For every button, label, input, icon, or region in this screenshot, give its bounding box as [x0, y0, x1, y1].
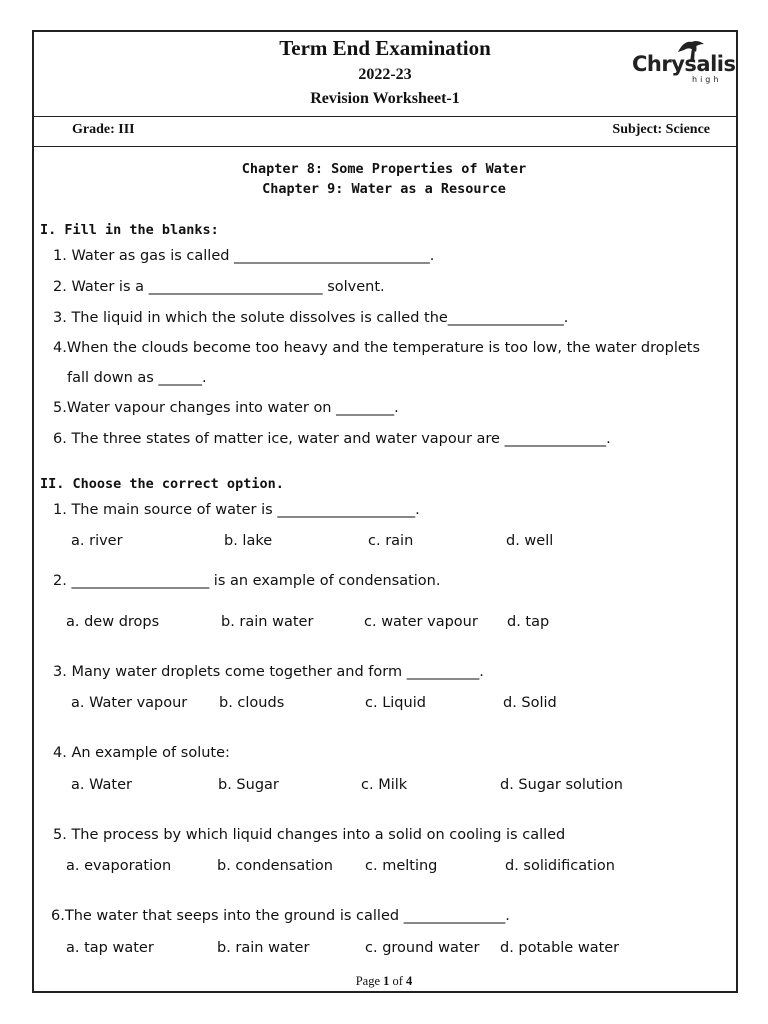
- mcq-option: d. Solid: [503, 695, 557, 711]
- logo-subtext: high: [692, 75, 722, 84]
- fill-item: 2. Water is a ________________________ solvent.: [53, 279, 385, 295]
- section-2-heading: II. Choose the correct option.: [40, 476, 284, 492]
- exam-year: 2022-23: [358, 66, 412, 83]
- fill-item: 3. The liquid in which the solute dissolves is called the________________.: [53, 310, 569, 326]
- fill-item: 5.Water vapour changes into water on ________.: [53, 400, 399, 416]
- grade-label: Grade: III: [72, 122, 135, 137]
- section-1-heading: I. Fill in the blanks:: [40, 222, 219, 238]
- logo-text: Chrysalis: [632, 52, 736, 76]
- mcq-option: b. Sugar: [218, 777, 279, 793]
- fill-item-continuation: fall down as ______.: [67, 370, 207, 386]
- mcq-question: 4. An example of solute:: [53, 745, 230, 761]
- fill-item: 6. The three states of matter ice, water and water vapour are ______________.: [53, 431, 611, 447]
- mcq-option: b. condensation: [217, 858, 333, 874]
- mcq-option: d. potable water: [500, 940, 620, 956]
- mcq-option: c. melting: [365, 858, 438, 874]
- mcq-question: 3. Many water droplets come together and form __________.: [53, 664, 484, 680]
- mcq-option: a. tap water: [66, 940, 154, 956]
- mcq-option: a. Water vapour: [71, 695, 188, 711]
- mcq-option: d. well: [506, 533, 554, 549]
- mcq-option: c. Milk: [361, 777, 408, 793]
- subject-label: Subject: Science: [612, 122, 710, 137]
- mcq-option: b. lake: [224, 533, 273, 549]
- mcq-option: b. rain water: [221, 614, 314, 630]
- mcq-option: a. dew drops: [66, 614, 160, 630]
- chrysalis-logo: [632, 38, 736, 88]
- page-footer: [0, 974, 768, 989]
- page-prefix: Page: [355, 974, 384, 988]
- mcq-question: 6.The water that seeps into the ground is called ______________.: [51, 908, 510, 924]
- mcq-option: c. Liquid: [365, 695, 426, 711]
- grade-divider: [34, 146, 736, 147]
- chapter-9-title: Chapter 9: Water as a Resource: [262, 181, 506, 197]
- mcq-option: b. clouds: [219, 695, 285, 711]
- exam-title: Term End Examination: [279, 36, 491, 60]
- fill-item: 1. Water as gas is called ___________________________.: [53, 248, 435, 264]
- mcq-option: d. tap: [507, 614, 550, 630]
- mcq-option: a. river: [71, 533, 123, 549]
- chapter-8-title: Chapter 8: Some Properties of Water: [241, 161, 527, 177]
- mcq-option: c. ground water: [365, 940, 480, 956]
- mcq-option: c. rain: [368, 533, 414, 549]
- mcq-option: d. solidification: [505, 858, 615, 874]
- mcq-question: 5. The process by which liquid changes into a solid on cooling is called: [53, 827, 566, 843]
- mcq-option: a. evaporation: [66, 858, 172, 874]
- mcq-option: b. rain water: [217, 940, 310, 956]
- page-total: 4: [406, 974, 413, 988]
- header-divider: [34, 116, 736, 117]
- mcq-option: c. water vapour: [364, 614, 478, 630]
- worksheet-title: Revision Worksheet-1: [310, 90, 460, 107]
- mcq-option: a. Water: [71, 777, 132, 793]
- page-number: 1: [383, 974, 390, 988]
- mcq-question: 1. The main source of water is ___________________.: [53, 502, 420, 518]
- mcq-option: d. Sugar solution: [500, 777, 623, 793]
- page-of: of: [389, 974, 407, 988]
- mcq-question: 2. ___________________ is an example of condensation.: [53, 573, 441, 589]
- fill-item: 4.When the clouds become too heavy and the temperature is too low, the water droplets: [53, 340, 701, 356]
